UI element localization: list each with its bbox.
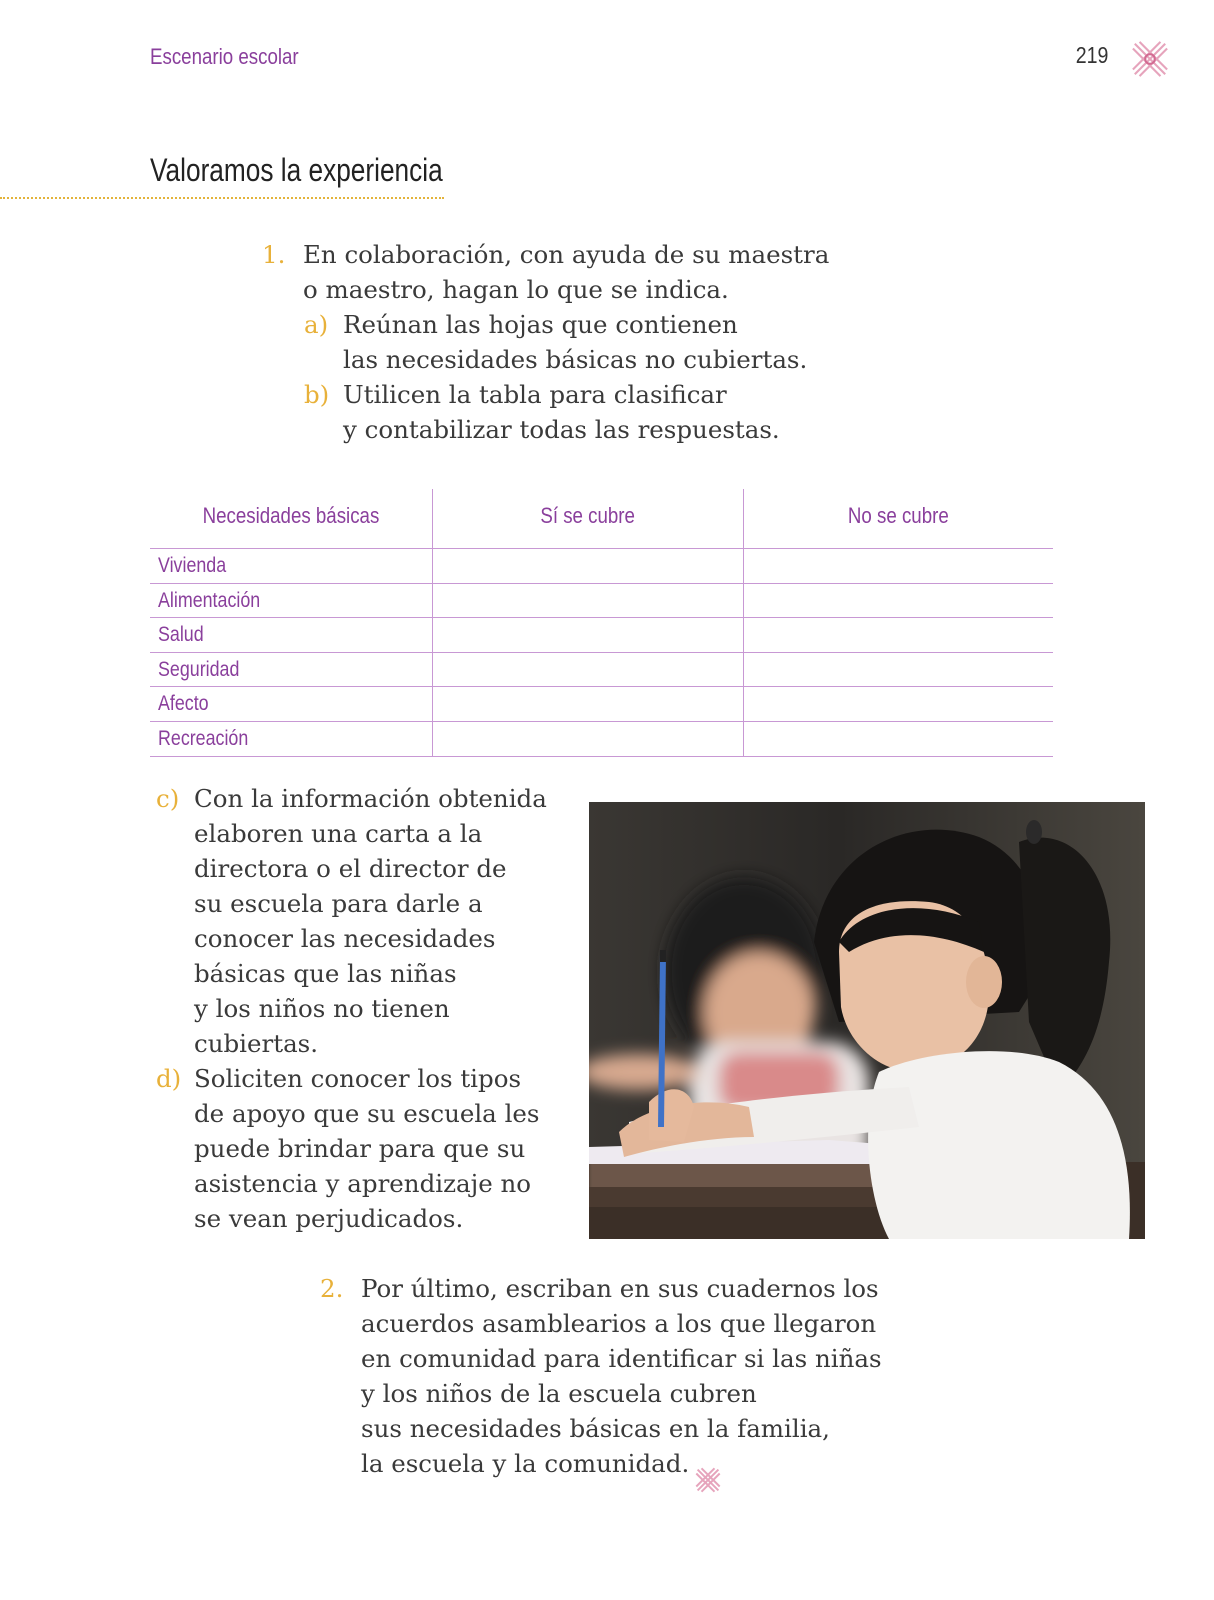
item-1b-label: b) [304, 380, 330, 409]
item-1b-line: Utilicen la tabla para clasificar [343, 380, 727, 409]
table-header: Necesidades básicas [202, 503, 380, 528]
page-number: 219 [1075, 42, 1108, 68]
item-2-line: y los niños de la escuela cubren [361, 1379, 757, 1408]
item-1a-line: Reúnan las hojas que contienen [343, 310, 738, 339]
item-1b-line: y contabilizar todas las respuestas. [343, 415, 780, 444]
item-d-line: Soliciten conocer los tipos [194, 1064, 522, 1093]
table-row-label: Vivienda [158, 554, 227, 577]
item-c-line: conocer las necesidades [194, 924, 496, 953]
table-row-label: Seguridad [158, 658, 240, 681]
table-row-label: Recreación [158, 727, 249, 750]
item-1-line: En colaboración, con ayuda de su maestra [303, 240, 830, 269]
woven-star-icon [695, 1467, 721, 1493]
item-2-line: acuerdos asamblearios a los que llegaron [361, 1309, 877, 1338]
section-title: Valoramos la experiencia [150, 152, 443, 188]
item-2-number: 2. [320, 1274, 344, 1303]
item-d-line: asistencia y aprendizaje no [194, 1169, 532, 1198]
item-c-line: Con la información obtenida [194, 784, 547, 813]
table-divider [743, 489, 744, 757]
title-underline [0, 197, 444, 199]
table-header: Sí se cubre [540, 503, 635, 528]
item-2-line: la escuela y la comunidad. [361, 1449, 690, 1478]
item-1a-label: a) [304, 310, 329, 339]
item-d-line: de apoyo que su escuela les [194, 1099, 540, 1128]
item-2-line: Por último, escriban en sus cuadernos los [361, 1274, 879, 1303]
item-c-label: c) [156, 784, 180, 813]
running-head: Escenario escolar [150, 44, 299, 69]
item-d-label: d) [156, 1064, 182, 1093]
item-c-line: básicas que las niñas [194, 959, 457, 988]
item-1-number: 1. [262, 240, 286, 269]
item-d-line: se vean perjudicados. [194, 1204, 464, 1233]
table-row-label: Salud [158, 623, 204, 646]
item-c-line: y los niños no tienen [194, 994, 450, 1023]
item-c-line: cubiertas. [194, 1029, 319, 1058]
item-2-line: en comunidad para identificar si las niñas [361, 1344, 882, 1373]
table-row-label: Alimentación [158, 589, 261, 612]
table-header: No se cubre [847, 503, 949, 528]
item-d-line: puede brindar para que su [194, 1134, 526, 1163]
table-row-label: Afecto [158, 692, 209, 715]
photo-girls-writing [589, 802, 1145, 1239]
item-1-line: o maestro, hagan lo que se indica. [303, 275, 729, 304]
woven-star-icon [1131, 40, 1169, 78]
item-c-line: elaboren una carta a la [194, 819, 483, 848]
item-c-line: directora o el director de [194, 854, 507, 883]
item-2-line: sus necesidades básicas en la familia, [361, 1414, 830, 1443]
item-1a-line: las necesidades básicas no cubiertas. [343, 345, 808, 374]
table-divider [432, 489, 433, 757]
item-c-line: su escuela para darle a [194, 889, 483, 918]
